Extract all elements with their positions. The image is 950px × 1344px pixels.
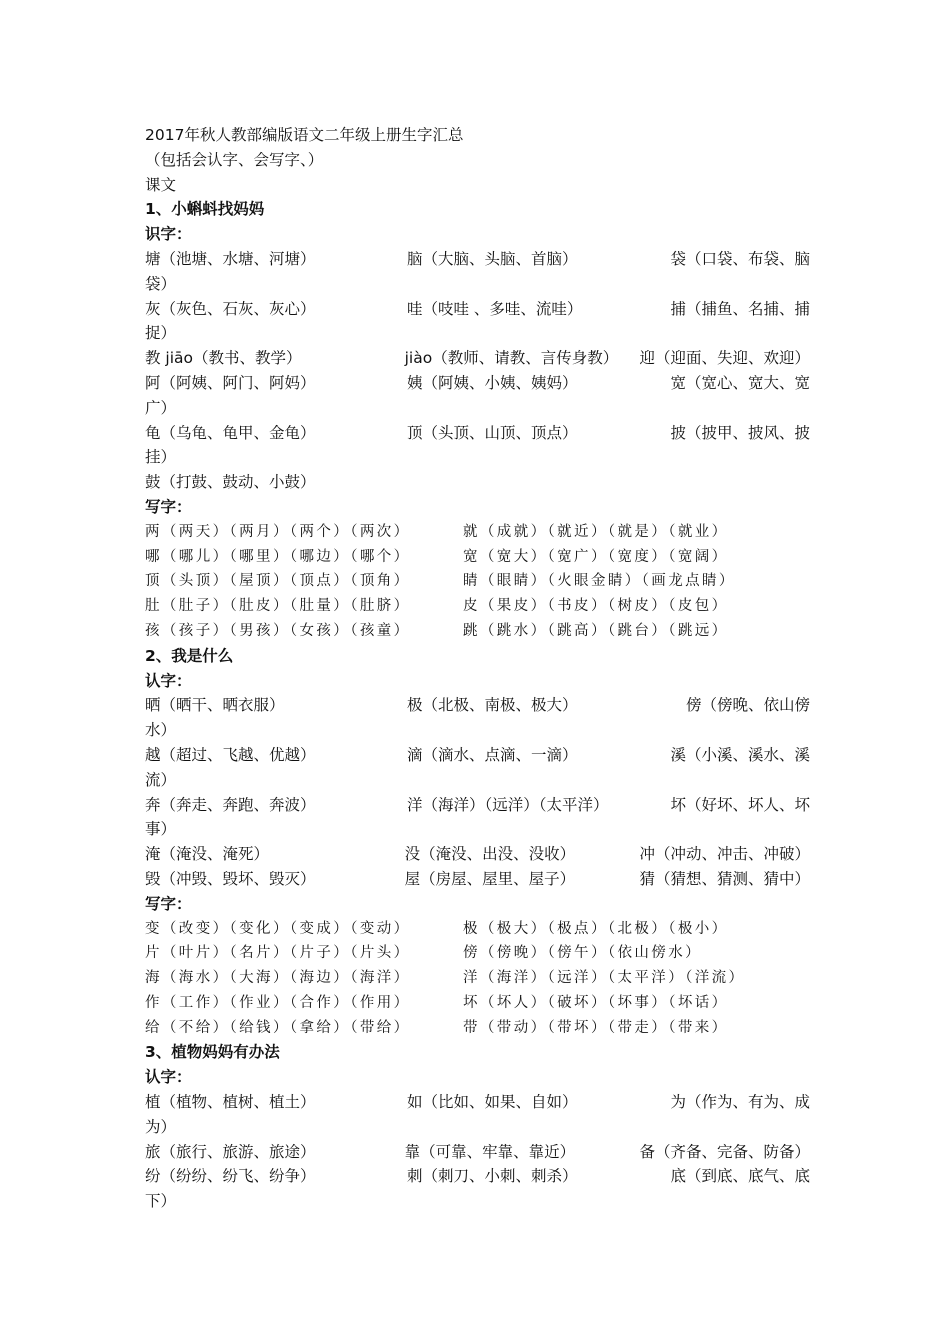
word-entry: 塘（池塘、水塘、河塘） (145, 249, 316, 268)
write-entry: 给（不给）（给钱）（拿给）（带给） (145, 1019, 411, 1036)
write-row (145, 917, 810, 942)
lesson-list (145, 197, 810, 1214)
word-entry: 灰（灰色、石灰、灰心） (145, 299, 316, 318)
lesson-heading: 3、植物妈妈有办法 (145, 1043, 280, 1062)
write-row (145, 619, 810, 644)
write-row (145, 1016, 810, 1041)
word-entry: 鼓（打鼓、鼓动、小鼓） (145, 473, 316, 492)
write-row (145, 966, 810, 991)
recognize-label: 认字： (145, 671, 192, 690)
write-row (145, 941, 810, 966)
write-entry: 就（成就）（就近）（就是）（就业） (463, 523, 729, 540)
section-label: 课文 (145, 175, 177, 194)
word-entry: 刺（刺刀、小刺、刺杀） (407, 1167, 578, 1186)
write-entry: 哪（哪儿）（哪里）（哪边）（哪个） (145, 548, 411, 565)
write-entry: 睛（眼睛）（火眼金睛）（画龙点睛） (463, 573, 736, 590)
word-entry: 备（齐备、完备、防备） (639, 1142, 810, 1161)
word-entry: 龟（乌龟、龟甲、金龟） (145, 423, 316, 442)
recognize-row (145, 247, 810, 272)
word-entry: 为（作为、有为、成 (670, 1093, 810, 1112)
recognize-row (145, 371, 810, 396)
lesson-heading: 2、我是什么 (145, 646, 234, 665)
word-entry: 越（超过、飞越、优越） (145, 745, 316, 764)
write-row (145, 569, 810, 594)
write-entry: 皮（果皮）（书皮）（树皮）（皮包） (463, 598, 729, 615)
write-entry: 跳（跳水）（跳高）（跳台）（跳远） (463, 622, 729, 639)
word-entry: 猜（猜想、猜测、猜中） (639, 869, 810, 888)
word-entry: 滴（滴水、点滴、一滴） (407, 745, 578, 764)
document-title: 2017年秋人教部编版语文二年级上册生字汇总 (145, 126, 464, 144)
word-entry: 如（比如、如果、自如） (407, 1093, 578, 1112)
word-entry: 傍（傍晚、依山傍 (685, 696, 810, 715)
recognize-row (145, 793, 810, 818)
write-entry: 极（极大）（极点）（北极）（极小） (463, 920, 729, 937)
word-entry: 晒（晒干、晒衣服） (145, 696, 285, 715)
word-entry (644, 470, 810, 495)
write-row (145, 594, 810, 619)
word-entry: 坏（好坏、坏人、坏 (670, 795, 810, 814)
word-entry: 袋（口袋、布袋、脑 (670, 249, 810, 268)
recognize-row (145, 470, 810, 495)
word-entry: 奔（奔走、奔跑、奔波） (145, 795, 316, 814)
word-entry: 植（植物、植树、植土） (145, 1093, 316, 1112)
word-entry-continuation: 下） (145, 1192, 177, 1211)
recognize-row (145, 421, 810, 446)
recognize-row (145, 693, 810, 718)
word-entry: 溪（小溪、溪水、溪 (670, 745, 810, 764)
write-entry: 宽（宽大）（宽广）（宽度）（宽阔） (463, 548, 729, 565)
recognize-row (145, 1140, 810, 1165)
word-entry: 旅（旅行、旅游、旅途） (145, 1142, 316, 1161)
word-entry: 底（到底、底气、底 (670, 1167, 810, 1186)
word-entry: 披（披甲、披风、披 (670, 423, 810, 442)
word-entry: 毁（冲毁、毁坏、毁灭） (145, 869, 316, 888)
recognize-label: 识字： (145, 225, 192, 244)
word-entry: 没（淹没、出没、没收） (404, 845, 576, 864)
document-page (145, 123, 810, 1214)
word-entry-continuation: 广） (145, 398, 177, 417)
word-entry: 姨（阿姨、小姨、姨妈） (407, 373, 578, 392)
recognize-row (145, 842, 810, 867)
recognize-label: 认字： (145, 1068, 192, 1087)
recognize-row (145, 1164, 810, 1189)
document-subtitle: （包括会认字、会写字、） (145, 150, 324, 169)
write-entry: 片（叶片）（名片）（片子）（片头） (145, 945, 411, 962)
write-label: 写字： (145, 894, 192, 913)
write-entry: 孩（孩子）（男孩）（女孩）（孩童） (145, 622, 411, 639)
word-entry: 纷（纷纷、纷飞、纷争） (145, 1167, 316, 1186)
word-entry: 顶（头顶、山顶、顶点） (407, 423, 578, 442)
word-entry: 极（北极、南极、极大） (407, 696, 578, 715)
word-entry: 屋（房屋、屋里、屋子） (404, 869, 576, 888)
write-entry: 两（两天）（两月）（两个）（两次） (145, 523, 411, 540)
write-entry: 海（海水）（大海）（海边）（海洋） (145, 970, 411, 987)
word-entry: 教 jiāo（教书、教学） (145, 349, 302, 368)
word-entry: 脑（大脑、头脑、首脑） (407, 249, 578, 268)
recognize-row (145, 297, 810, 322)
write-entry: 变（改变）（变化）（变成）（变动） (145, 920, 411, 937)
write-entry: 顶（头顶）（屋顶）（顶点）（顶角） (145, 573, 411, 590)
word-entry-continuation: 流） (145, 770, 177, 789)
write-entry: 肚（肚子）（肚皮）（肚量）（肚脐） (145, 598, 411, 615)
word-entry: 阿（阿姨、阿门、阿妈） (145, 373, 316, 392)
word-entry-continuation: 挂） (145, 448, 177, 467)
write-entry: 带（带动）（带坏）（带走）（带来） (463, 1019, 729, 1036)
word-entry-continuation: 捉） (145, 324, 177, 343)
write-entry: 坏（坏人）（破坏）（坏事）（坏话） (463, 994, 729, 1011)
word-entry: 迎（迎面、失迎、欢迎） (639, 349, 810, 368)
word-entry: 哇（吱哇 、多哇、流哇） (407, 299, 583, 318)
lesson-heading: 1、小蝌蚪找妈妈 (145, 200, 265, 219)
recognize-row (145, 346, 810, 371)
write-row (145, 520, 810, 545)
word-entry-continuation: 为） (145, 1117, 177, 1136)
word-entry-continuation: 水） (145, 721, 177, 740)
recognize-row (145, 743, 810, 768)
word-entry: 靠（可靠、牢靠、靠近） (404, 1142, 576, 1161)
word-entry: 捕（捕鱼、名捕、捕 (670, 299, 810, 318)
word-entry: 冲（冲动、冲击、冲破） (639, 845, 810, 864)
recognize-row (145, 867, 810, 892)
word-entry: 淹（淹没、淹死） (145, 845, 270, 864)
write-entry: 傍（傍晚）（傍午）（依山傍水） (463, 945, 702, 962)
word-entry: 洋（海洋）（远洋）（太平洋） (407, 795, 609, 814)
write-entry: 洋（海洋）（远洋）（太平洋）（洋流） (463, 970, 746, 987)
word-entry: jiào（教师、请教、言传身教） (404, 349, 619, 368)
word-entry-continuation: 袋） (145, 274, 177, 293)
write-label: 写字： (145, 497, 192, 516)
write-row (145, 545, 810, 570)
word-entry (407, 470, 644, 495)
recognize-row (145, 1090, 810, 1115)
write-row (145, 991, 810, 1016)
word-entry-continuation: 事） (145, 820, 177, 839)
word-entry: 宽（宽心、宽大、宽 (670, 373, 810, 392)
write-entry: 作（工作）（作业）（合作）（作用） (145, 994, 411, 1011)
